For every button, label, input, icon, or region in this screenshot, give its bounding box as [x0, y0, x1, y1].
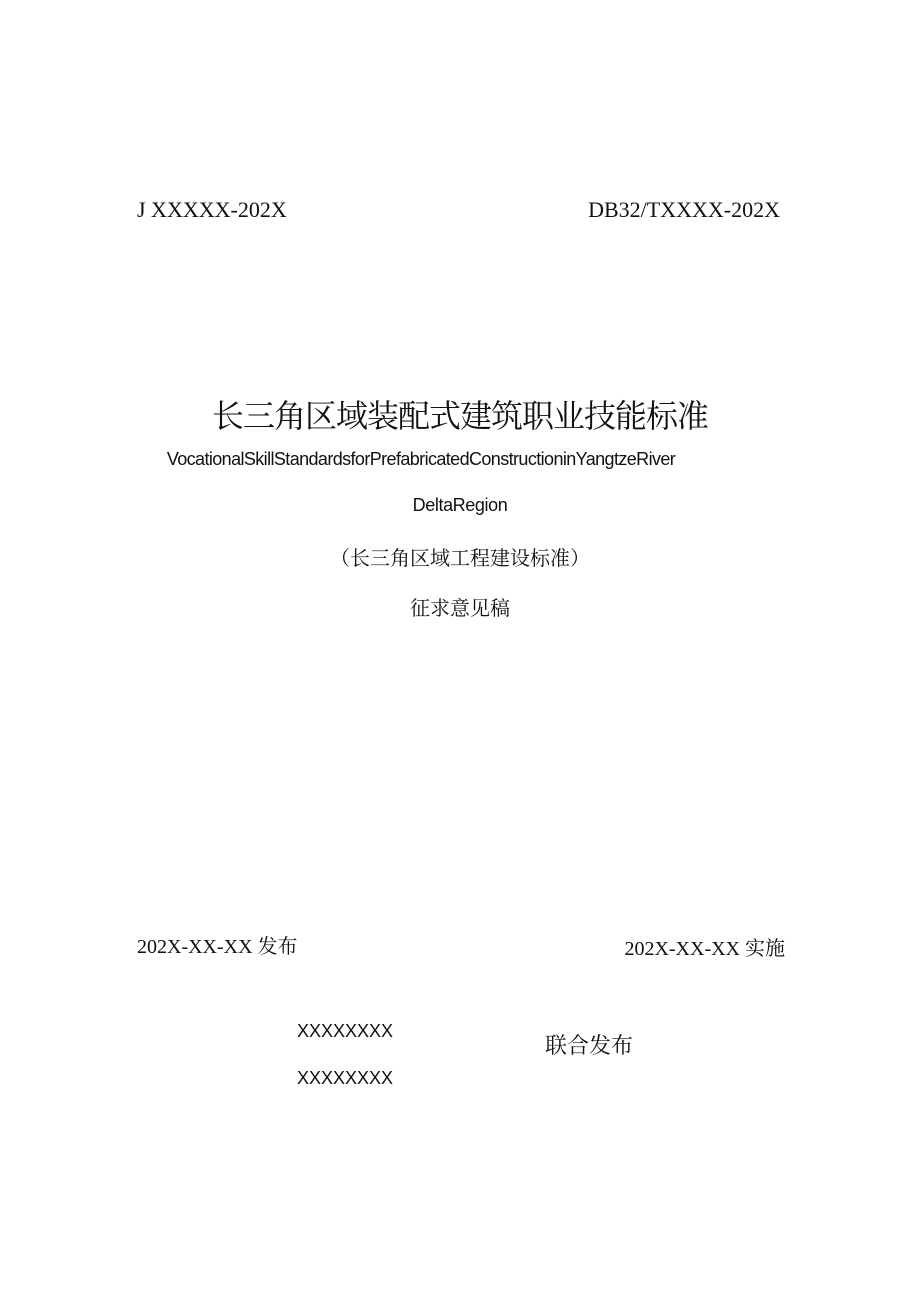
publish-date: 202X-XX-XX 发布 — [137, 936, 298, 958]
draft-status: 征求意见稿 — [410, 598, 510, 620]
document-title-chinese: 长三角区域装配式建筑职业技能标准 — [211, 398, 708, 434]
document-title-english-line1: VocationalSkillStandardsforPrefabricatedConstructioninYangtzeRiver — [166, 449, 676, 469]
joint-publish-label: 联合发布 — [545, 1033, 634, 1058]
standard-code-left: J XXXXX-202X — [137, 197, 287, 222]
publisher-organization-2: XXXXXXXX — [297, 1068, 394, 1088]
publisher-organization-1: XXXXXXXX — [297, 1021, 394, 1041]
document-title-english-line2: DeltaRegion — [412, 495, 508, 515]
standard-series-note: （长三角区域工程建设标准） — [330, 548, 590, 570]
standard-code-right: DB32/TXXXX-202X — [588, 197, 780, 222]
implement-date: 202X-XX-XX 实施 — [624, 938, 785, 960]
